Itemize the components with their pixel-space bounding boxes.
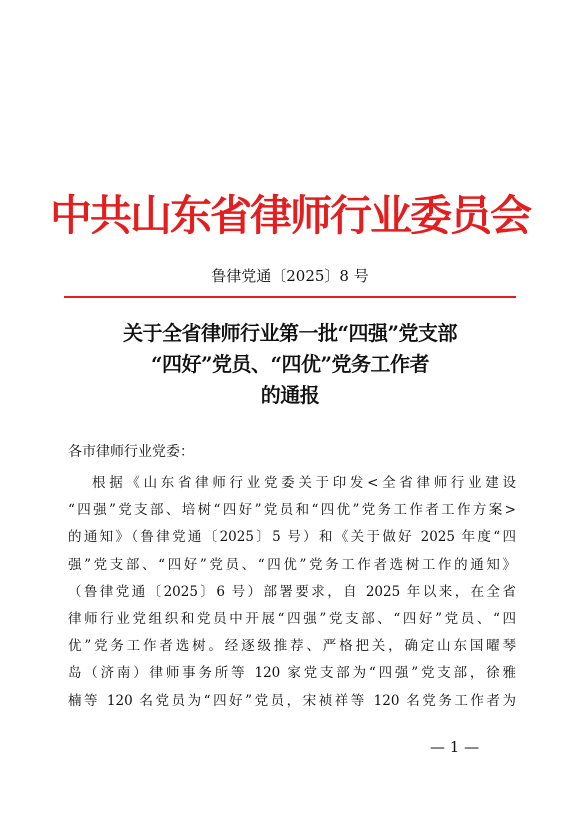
document-title (0, 318, 580, 411)
title-line: 的通报 (260, 383, 320, 407)
body-line: 律师行业党组织和党员中开展“四强”党支部、“四好”党员、“四 (68, 611, 516, 628)
salutation: 各市律师行业党委： (68, 444, 194, 460)
body-line: 岛（济南）律师事务所等 120 家党支部为“四强”党支部，徐雅 (68, 665, 516, 682)
body-line: 根据《山东省律师行业党委关于印发<全省律师行业建设 (92, 475, 516, 491)
body-line: 楠等 120 名党员为“四好”党员，宋祯祥等 120 名党务工作者为 (68, 692, 516, 709)
body-line: （鲁律党通〔2025〕6 号）部署要求，自 2025 年以来，在全省 (68, 583, 516, 600)
document-number: 鲁律党通〔2025〕8 号 (211, 267, 369, 285)
title-line: 关于全省律师行业第一批“四强”党支部 (122, 321, 457, 345)
body-paragraph (68, 470, 516, 715)
body-line: 优”党务工作者选树。经逐级推荐、严格把关，确定山东国曜琴 (68, 638, 516, 655)
body-line: 的通知》（鲁律党通〔2025〕5 号）和《关于做好 2025 年度“四 (68, 529, 516, 546)
page-number: — 1 — (430, 738, 480, 756)
body-line: “四强”党支部、培树“四好”党员和“四优”党务工作者工作方案> (68, 502, 516, 519)
body-line: 强”党支部、“四好”党员、“四优”党务工作者选树工作的通知》 (68, 556, 516, 573)
organization-header: 中共山东省律师行业委员会 (49, 191, 530, 240)
title-line: “四好”党员、“四优”党务工作者 (150, 352, 429, 376)
red-divider-line (64, 296, 516, 298)
